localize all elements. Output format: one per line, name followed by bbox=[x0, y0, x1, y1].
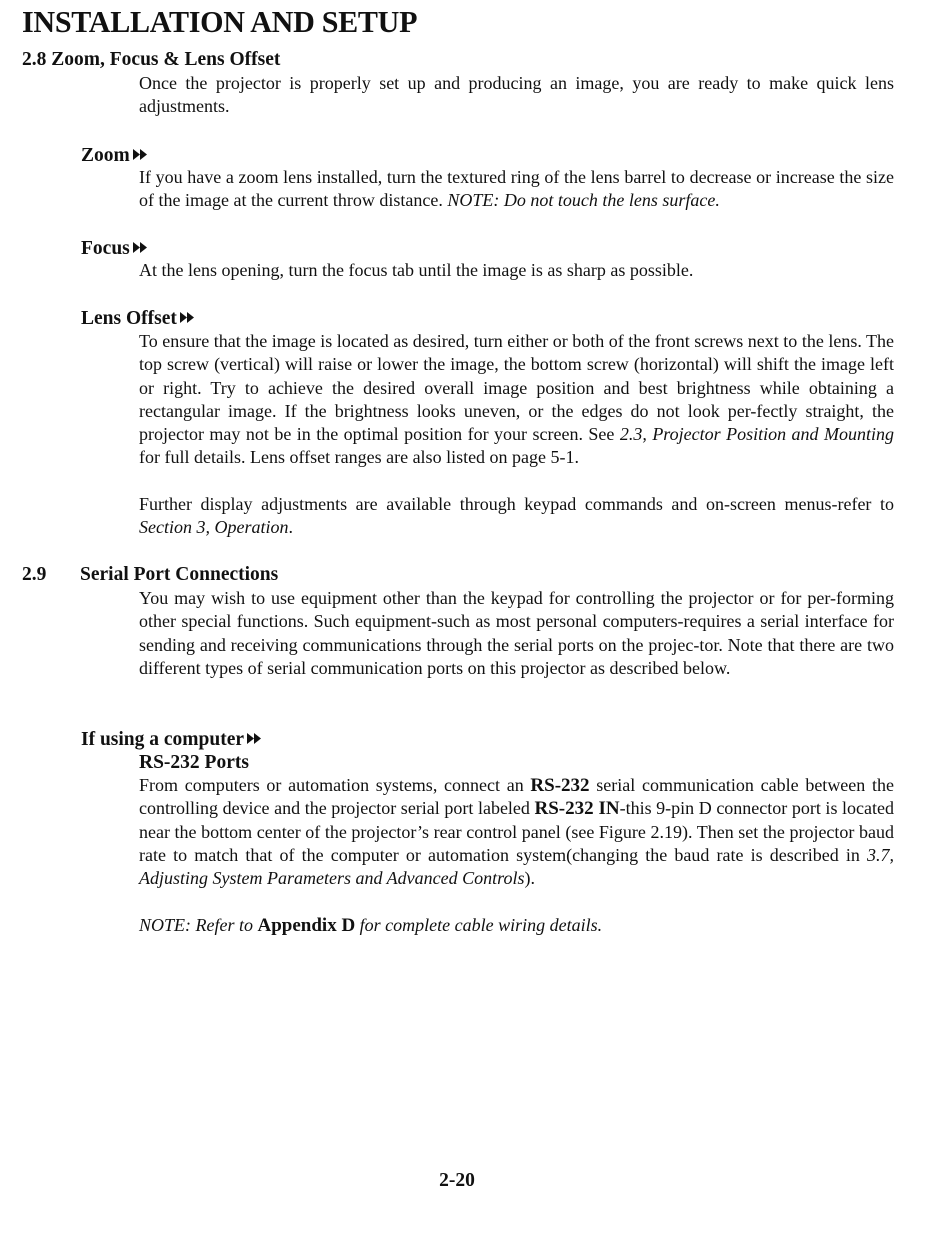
focus-heading bbox=[81, 237, 148, 261]
double-arrow-right-icon bbox=[133, 149, 148, 160]
double-arrow-right-icon bbox=[180, 312, 195, 323]
if-using-computer-label: If using a computer bbox=[81, 729, 245, 750]
note-bold: Appendix D bbox=[257, 915, 356, 936]
further-end: . bbox=[288, 517, 293, 538]
further-text: Further display adjustments are available through keypad commands and on-screen menus-refer to bbox=[139, 494, 894, 514]
cross-reference: 3.7, Adjusting System Parameters and Advanced Controls bbox=[139, 844, 894, 889]
cross-reference: 2.3, Projector Position and Mounting bbox=[619, 424, 894, 445]
focus-heading-label: Focus bbox=[81, 238, 130, 259]
rs232-ports-heading: RS-232 Ports bbox=[139, 752, 249, 773]
zoom-text: If you have a zoom lens installed, turn the textured ring of the lens barrel to decrease or increase the size of the image at the current throw distance. bbox=[139, 167, 894, 211]
section-title: Serial Port Connections bbox=[80, 564, 279, 585]
rs232-bold: RS-232 bbox=[530, 775, 590, 796]
lens-offset-heading bbox=[81, 307, 195, 331]
appendix-note bbox=[139, 914, 894, 937]
section-number: 2.9 bbox=[22, 564, 47, 585]
further-adjustments-paragraph bbox=[139, 493, 894, 540]
section-2-8-intro: Once the projector is properly set up and producing an image, you are ready to make quick lens adjustments. bbox=[139, 73, 894, 117]
double-arrow-right-icon bbox=[133, 242, 148, 253]
lens-offset-text-1: To ensure that the image is located as desired, turn either or both of the front screws next to the lens. The top screw (vertical) will raise or lower the image, the bottom screw (horizontal) will shift the image left or right. Try to achieve the desired overall image position and best brightness while obtaining a rectangular image. If the brightness looks uneven, or the edges do not look per-fectly straight, the projector may not be in the optimal position for your screen. See bbox=[139, 331, 894, 445]
rs232-text-4: ). bbox=[524, 868, 535, 889]
rs232-text-2: serial communication cable between the controlling device and the projector serial port labeled bbox=[139, 775, 894, 819]
section-2-9-heading bbox=[22, 563, 278, 587]
lens-offset-paragraph bbox=[139, 330, 894, 470]
rs232-paragraph bbox=[139, 774, 894, 890]
rs232-text-1: From computers or automation systems, connect an bbox=[139, 775, 524, 795]
zoom-paragraph bbox=[139, 166, 894, 213]
lens-offset-text-2: for full details. Lens offset ranges are also listed on page 5-1. bbox=[139, 447, 580, 468]
cross-reference: Section 3, Operation bbox=[139, 517, 289, 538]
page-number: 2-20 bbox=[439, 1170, 475, 1191]
zoom-heading-label: Zoom bbox=[81, 145, 130, 166]
focus-paragraph: At the lens opening, turn the focus tab until the image is as sharp as possible. bbox=[139, 260, 694, 280]
rs232-in-bold: RS-232 IN bbox=[534, 798, 620, 820]
note-suffix: for complete cable wiring details. bbox=[359, 915, 603, 935]
double-arrow-right-icon bbox=[247, 733, 262, 744]
if-using-computer-heading bbox=[81, 728, 262, 752]
zoom-heading bbox=[81, 144, 148, 168]
lens-offset-heading-label: Lens Offset bbox=[81, 308, 177, 329]
section-2-8-heading: 2.8 Zoom, Focus & Lens Offset bbox=[22, 49, 281, 70]
note-prefix: NOTE: Refer to bbox=[139, 915, 253, 935]
section-2-9-intro: You may wish to use equipment other than the keypad for controlling the projector or for per-forming other special functions. Such equipment-such as most personal computers-requires a serial interface for sending and receiving communications through the serial ports on the projec-tor. Note that there are two different types of serial communication ports on this projector as described below. bbox=[139, 588, 894, 678]
page-title: INSTALLATION AND SETUP bbox=[22, 4, 418, 39]
rs232-text-3: -this 9-pin D connector port is located near the bottom center of the projector’s rear control panel (see Figure 2.19). Then set the projector baud rate to match that of the computer or automation system(changing the baud rate is described in bbox=[139, 798, 894, 865]
zoom-note: NOTE: Do not touch the lens surface. bbox=[447, 190, 720, 211]
